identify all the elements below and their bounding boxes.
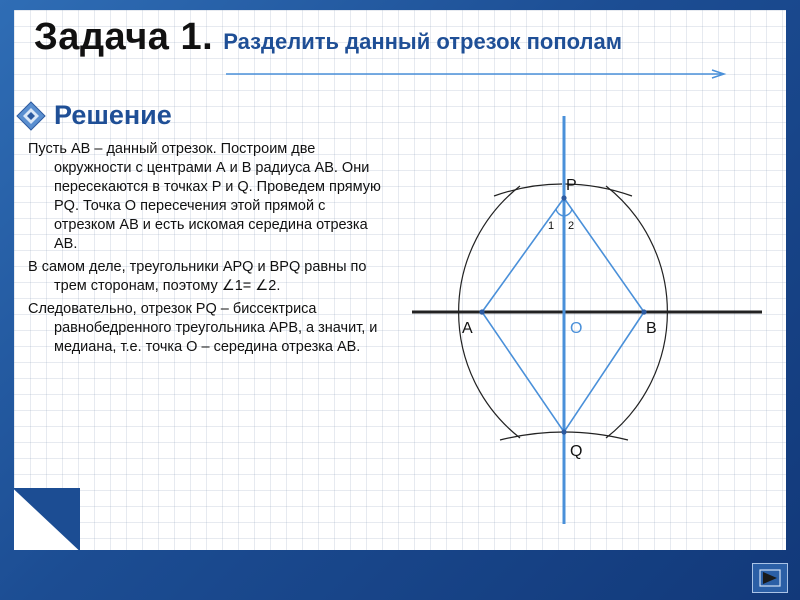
arc-top-left: [494, 184, 562, 196]
point-q: [561, 429, 566, 434]
label-p: P: [566, 177, 577, 194]
label-q: Q: [570, 443, 583, 460]
solution-paragraph-3: Следовательно, отрезок PQ – биссектриса равнобедренного треугольника APB, а значит, и медиана, т.е. точка О – середина отрезка АВ.: [28, 301, 378, 355]
point-p: [561, 195, 566, 200]
point-b: [641, 309, 646, 314]
arc-bottom-right: [564, 432, 628, 440]
label-angle-2: 2: [568, 220, 575, 232]
solution-paragraph-1: Пусть АВ – данный отрезок. Построим две окружности с центрами А и В радиуса АВ. Они пересекаются в точках P и Q. Проведем прямую PQ. Точка О пересечения этой прямой с отрезком АВ и есть искомая середина отрезка АВ.: [28, 141, 381, 252]
point-a: [479, 309, 484, 314]
section-heading-text: Решение: [54, 100, 172, 130]
next-slide-button[interactable]: [752, 563, 788, 593]
label-b: В: [646, 320, 657, 337]
label-angle-1: 1: [548, 220, 555, 232]
solution-paragraph-2: В самом деле, треугольники APQ и BPQ равны по трем сторонам, поэтому ∠1= ∠2.: [28, 259, 367, 294]
slide-subtitle: Разделить данный отрезок пополам: [223, 29, 623, 54]
label-a: А: [462, 320, 473, 337]
slide-title: Задача 1.: [34, 16, 214, 58]
label-o: О: [570, 320, 583, 337]
next-slide-icon: [759, 569, 781, 587]
arc-bottom-left: [500, 432, 564, 440]
